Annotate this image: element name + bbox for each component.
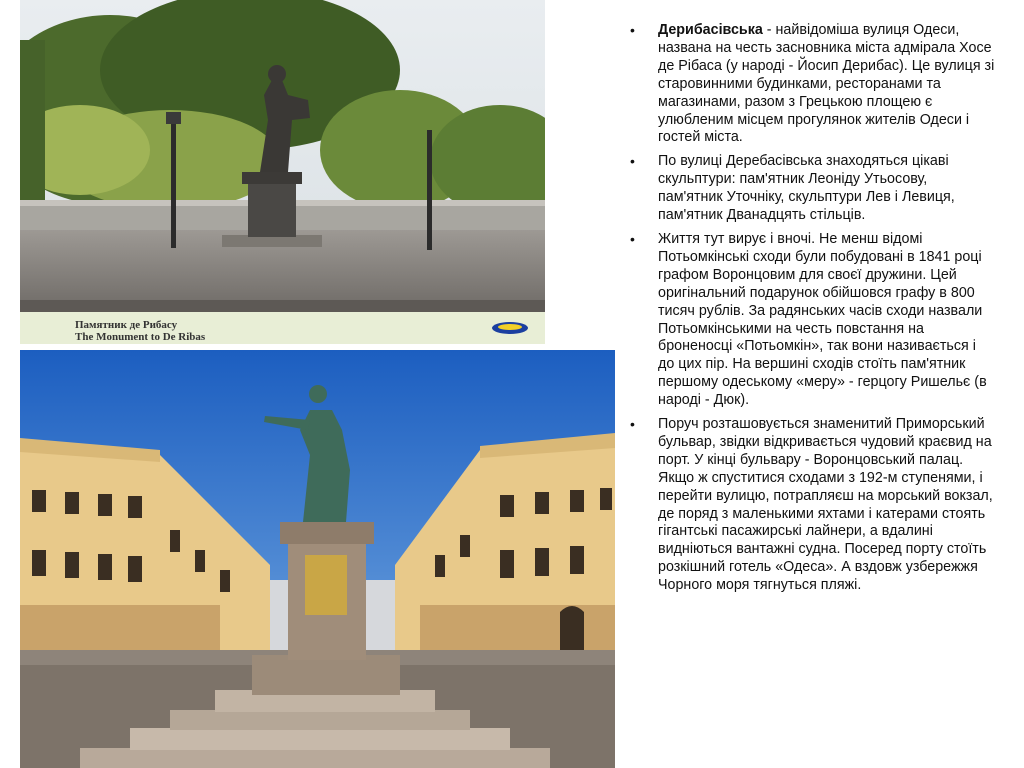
bullet-dot-icon: • — [630, 153, 635, 170]
bullet-dot-icon: • — [630, 230, 635, 247]
bullet-text: Поруч розташовується знаменитий Приморський бульвар, звідки відкривається чудовий краєвид на порт. У кінці бульвару - Воронцовський палац. Якщо ж спуститися сходами з 192-м ступенями, і перейти вулицю, потрапляєш на морський вокзал, де поряд з маленькими яхтами і катерами стоять гігантські пасажирські лайнери, а вдалині видніються вантажні судна. Посеред порту стоїть розкішний готель «Одеса». А вздовж узбережжя Чорного моря тягнуться пляжі. — [658, 416, 993, 594]
bullet-deribasivska — [630, 22, 995, 147]
bullet-text: - найвідоміша вулиця Одеси, названа на честь засновника міста адмірала Хосе де Рібаса (у народі - Йосип Дерибас). Це вулиця зі старовинними будинками, ресторанами та магазинами, разом з Грецькою площею є улюбленим місцем прогулянок жителів Одеси і гостей міста. — [658, 22, 995, 146]
bullet-bold-term: Дерибасівська — [658, 22, 763, 38]
publisher-logo-icon — [492, 322, 528, 334]
caption-en: The Monument to De Ribas — [75, 331, 206, 343]
text-column — [630, 22, 995, 601]
bullet-potemkin-stairs — [630, 231, 995, 410]
bullet-dot-icon: • — [630, 416, 635, 433]
de-ribas-monument-photo — [20, 0, 545, 344]
caption-ua: Памятник де Рибасу — [75, 319, 178, 331]
bullet-dot-icon: • — [630, 22, 635, 38]
bullet-primorsky-boulevard — [630, 416, 995, 595]
duke-monument-photo — [20, 350, 615, 768]
bullet-text: Життя тут вирує і вночі. Не менш відомі Потьомкінські сходи були побудовані в 1841 році графом Воронцовим для своєї дружини. Цей оригінальний подарунок обійшовся графу в 800 тисяч рублів. За радянських часів сходи назвали Потьомкінськими на честь повстання на броненосці «Потьомкін», так вони називається і до цих пір. На вершині сходів стоїть пам'ятник першому одеському «меру» - герцогу Ришельє (в народі - Дюк). — [658, 230, 987, 409]
bullet-text: По вулиці Деребасівська знаходяться цікаві скульптури: пам'ятник Леоніду Утьосову, пам'ятник Уточніку, скульптури Лев і Левиця, пам'ятник Дванадцять стільців. — [658, 153, 955, 224]
bullet-sculptures — [630, 153, 995, 225]
